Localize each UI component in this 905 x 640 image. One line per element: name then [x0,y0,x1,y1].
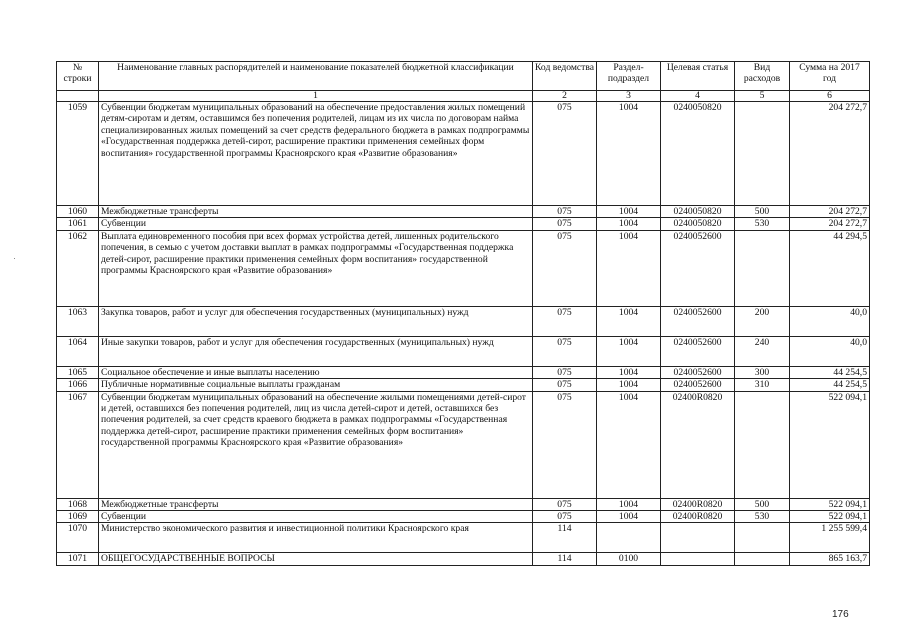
row-dept-code: 075 [533,206,597,218]
row-exp-type [735,102,790,206]
row-target: 02400R0820 [661,511,735,523]
column-number [57,91,99,102]
column-number: 3 [597,91,661,102]
row-number: 1060 [57,206,99,218]
row-name: Межбюджетные трансферты [99,498,533,510]
row-exp-type: 310 [735,379,790,391]
row-name: Социальное обеспечение и иные выплаты населению [99,366,533,378]
row-number: 1066 [57,379,99,391]
column-number: 4 [661,91,735,102]
row-amount: 40,0 [790,306,870,336]
column-number: 1 [99,91,533,102]
table-row [57,553,870,565]
header-name: Наименование главных распорядителей и наименование показателей бюджетной классификации [99,62,533,91]
column-number-row [57,91,870,102]
row-dept-code: 114 [533,523,597,553]
row-name: Субвенции бюджетам муниципальных образований на обеспечение предоставления жилых помещений детям-сиротам и детям, оставшимся без попечения родителей, лицам из их числа по договорам найма специализированных жилых помещений за счет средств федерального бюджета в рамках подпрограммы «Государственная поддержка детей-сирот, расширение практики применения семейных форм воспитания» государственной программы Красноярского края «Развитие образования» [99,102,533,206]
row-exp-type [735,523,790,553]
row-exp-type: 530 [735,218,790,230]
row-amount: 44 254,5 [790,379,870,391]
row-number: 1067 [57,391,99,498]
row-target: 0240050820 [661,102,735,206]
header-row-no: № строки [57,62,99,91]
row-target: 02400R0820 [661,391,735,498]
table-row [57,218,870,230]
row-dept-code: 075 [533,218,597,230]
row-exp-type: 300 [735,366,790,378]
row-target: 0240050820 [661,218,735,230]
table-row [57,230,870,306]
row-section: 1004 [597,498,661,510]
row-target: 0240050820 [661,206,735,218]
budget-table [56,61,870,566]
table-row [57,366,870,378]
row-name: Публичные нормативные социальные выплаты гражданам [99,379,533,391]
row-amount: 1 255 599,4 [790,523,870,553]
row-exp-type [735,553,790,565]
row-section: 1004 [597,336,661,366]
table-row [57,206,870,218]
scan-speck [302,318,303,319]
row-target [661,553,735,565]
row-name: Выплата единовременного пособия при всех формах устройства детей, лишенных родительского попечения, в семью с учетом доставки выплат в рамках подпрограммы «Государственная поддержка детей-сирот, расширение практики применения семейных форм воспитания» государственной программы Красноярского края «Развитие образования» [99,230,533,306]
row-dept-code: 075 [533,230,597,306]
row-exp-type: 530 [735,511,790,523]
table-row [57,306,870,336]
row-amount: 522 094,1 [790,391,870,498]
row-section: 1004 [597,230,661,306]
row-section: 1004 [597,218,661,230]
table-row [57,498,870,510]
row-number: 1061 [57,218,99,230]
row-amount: 204 272,7 [790,102,870,206]
row-name: Закупка товаров, работ и услуг для обеспечения государственных (муниципальных) нужд [99,306,533,336]
table-row [57,511,870,523]
column-number: 6 [790,91,870,102]
row-amount: 204 272,7 [790,206,870,218]
row-dept-code: 114 [533,553,597,565]
page-number: 176 [832,609,849,620]
row-target: 0240052600 [661,306,735,336]
row-number: 1064 [57,336,99,366]
row-number: 1070 [57,523,99,553]
column-number: 2 [533,91,597,102]
row-section: 1004 [597,102,661,206]
row-exp-type [735,391,790,498]
header-exp-type: Вид расходов [735,62,790,91]
row-dept-code: 075 [533,379,597,391]
row-section: 1004 [597,206,661,218]
scan-speck [14,258,15,259]
row-number: 1069 [57,511,99,523]
row-name: Субвенции [99,511,533,523]
table-row [57,379,870,391]
row-amount: 865 163,7 [790,553,870,565]
row-name: Субвенции [99,218,533,230]
row-exp-type: 500 [735,206,790,218]
row-name: Межбюджетные трансферты [99,206,533,218]
row-number: 1068 [57,498,99,510]
row-target: 0240052600 [661,366,735,378]
row-dept-code: 075 [533,336,597,366]
row-section [597,523,661,553]
table-row [57,523,870,553]
row-dept-code: 075 [533,306,597,336]
row-number: 1071 [57,553,99,565]
row-dept-code: 075 [533,511,597,523]
table-row [57,102,870,206]
row-section: 1004 [597,511,661,523]
row-amount: 44 294,5 [790,230,870,306]
row-section: 1004 [597,391,661,498]
row-number: 1065 [57,366,99,378]
row-target: 0240052600 [661,379,735,391]
row-number: 1063 [57,306,99,336]
row-number: 1062 [57,230,99,306]
row-name: Субвенции бюджетам муниципальных образований на обеспечение жилыми помещениями детей-сирот и детей, оставшихся без попечения родителей, лиц из числа детей-сирот и детей, оставшихся без попечения родителей, за счет средств краевого бюджета в рамках подпрограммы «Государственная поддержка детей-сирот, расширение практики применения семейных форм воспитания» государственной программы Красноярского края «Развитие образования» [99,391,533,498]
row-section: 1004 [597,379,661,391]
row-section: 1004 [597,366,661,378]
row-amount: 40,0 [790,336,870,366]
row-amount: 522 094,1 [790,511,870,523]
row-exp-type [735,230,790,306]
row-amount: 522 094,1 [790,498,870,510]
row-target: 0240052600 [661,230,735,306]
header-amount: Сумма на 2017 год [790,62,870,91]
row-target [661,523,735,553]
row-name: ОБЩЕГОСУДАРСТВЕННЫЕ ВОПРОСЫ [99,553,533,565]
header-target: Целевая статья [661,62,735,91]
header-row [57,62,870,91]
row-exp-type: 500 [735,498,790,510]
row-target: 02400R0820 [661,498,735,510]
row-exp-type: 200 [735,306,790,336]
row-section: 0100 [597,553,661,565]
row-dept-code: 075 [533,366,597,378]
table-row [57,391,870,498]
row-dept-code: 075 [533,391,597,498]
row-amount: 44 254,5 [790,366,870,378]
row-amount: 204 272,7 [790,218,870,230]
row-section: 1004 [597,306,661,336]
row-dept-code: 075 [533,102,597,206]
header-dept-code: Код ведомства [533,62,597,91]
row-number: 1059 [57,102,99,206]
row-target: 0240052600 [661,336,735,366]
header-section: Раздел-подраздел [597,62,661,91]
row-name: Министерство экономического развития и инвестиционной политики Красноярского края [99,523,533,553]
row-name: Иные закупки товаров, работ и услуг для обеспечения государственных (муниципальных) нужд [99,336,533,366]
row-exp-type: 240 [735,336,790,366]
column-number: 5 [735,91,790,102]
row-dept-code: 075 [533,498,597,510]
table-row [57,336,870,366]
